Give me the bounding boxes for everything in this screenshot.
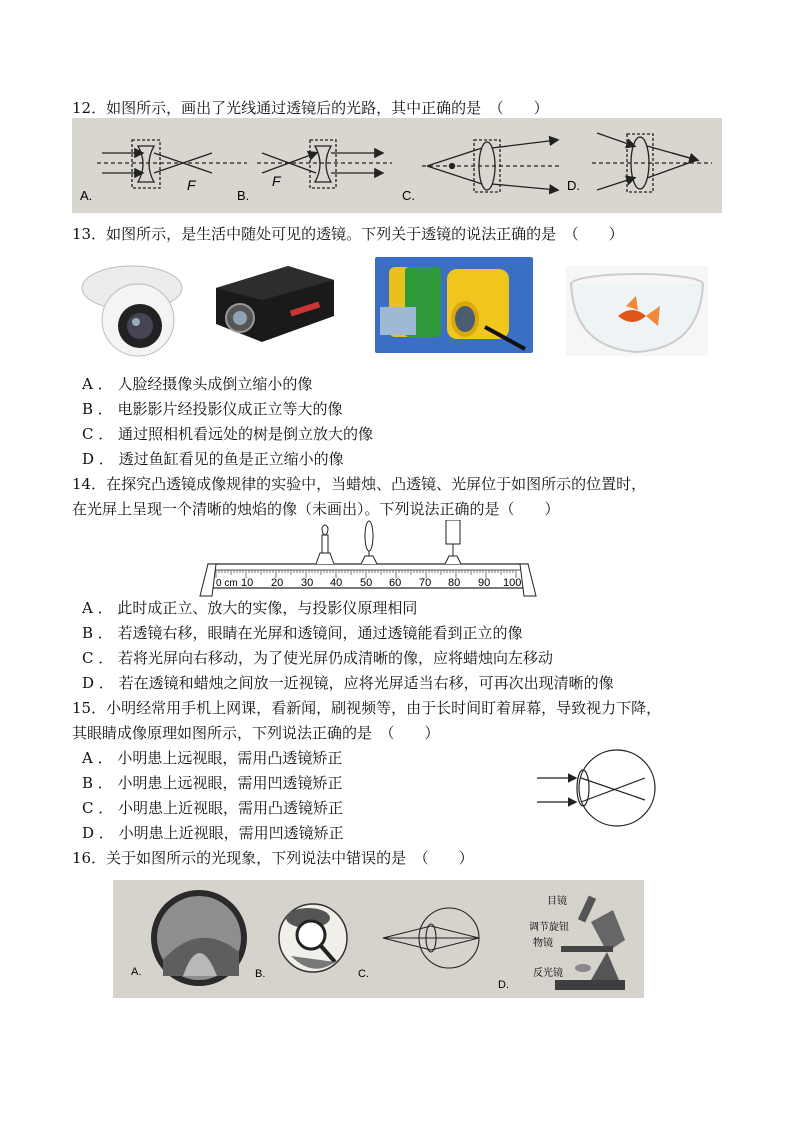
candle <box>316 525 334 564</box>
ruler-label-20: 20 <box>271 577 284 589</box>
q14-option-c[interactable]: C ． 若将光屏向右移动，为了使光屏仍成清晰的像，应将蜡烛向左移动 <box>82 649 554 667</box>
q13-option-b[interactable]: B ． 电影影片经投影仪成正立等大的像 <box>82 400 343 418</box>
ruler-label-80: 80 <box>448 577 461 589</box>
q12-figure <box>72 118 722 213</box>
q15-option-d[interactable]: D ． 小明患上近视眼，需用凹透镜矫正 <box>82 824 344 842</box>
ruler-label-90: 90 <box>478 577 491 589</box>
q12-focus-a: F <box>187 177 196 193</box>
ruler-label-40: 40 <box>330 577 343 589</box>
eye-diagram <box>535 748 660 830</box>
microscope-label-mirror: 反光镜 <box>533 968 563 979</box>
ruler-label-0: 0 cm <box>216 578 238 589</box>
microscope-label-knob: 调节旋钮 <box>529 922 569 933</box>
ruler-label-50: 50 <box>360 577 373 589</box>
convex-lens <box>361 521 377 564</box>
ruler-label-30: 30 <box>301 577 314 589</box>
q16-label-c: C. <box>358 968 369 980</box>
q16-image-a <box>151 890 247 986</box>
q15-option-c[interactable]: C ． 小明患上近视眼，需用凸透镜矫正 <box>82 799 344 817</box>
q14-stem-line2: 在光屏上呈现一个清晰的烛焰的像（未画出）。下列说法正确的是（ ） <box>72 500 560 518</box>
q12-focus-b: F <box>272 173 281 189</box>
q16-label-d: D. <box>498 979 509 991</box>
q15-stem-line1: 15．小明经常用手机上网课，看新闻，刷视频等，由于长时间盯着屏幕，导致视力下降， <box>72 699 662 717</box>
light-screen <box>445 520 461 564</box>
q12-label-b: B. <box>237 188 250 203</box>
ruler-label-70: 70 <box>419 577 432 589</box>
q13-option-a[interactable]: A ． 人脸经摄像头成倒立缩小的像 <box>82 375 313 393</box>
ruler-label-100: 100 <box>503 577 522 589</box>
optical-bench-figure <box>190 520 550 598</box>
q14-option-d[interactable]: D ． 若在透镜和蜡烛之间放一近视镜，应将光屏适当右移，可再次出现清晰的像 <box>82 674 614 692</box>
q15-option-a[interactable]: A ． 小明患上远视眼，需用凸透镜矫正 <box>82 749 343 767</box>
q12-label-a: A. <box>80 188 93 203</box>
q16-label-a: A. <box>131 966 142 978</box>
q14-stem-line1: 14．在探究凸透镜成像规律的实验中，当蜡烛、凸透镜、光屏位于如图所示的位置时， <box>72 475 647 493</box>
lens-tubes-image <box>375 257 533 353</box>
security-camera-image <box>78 258 184 358</box>
ruler-label-10: 10 <box>241 577 254 589</box>
q12-label-d: D. <box>567 178 580 193</box>
ruler-label-60: 60 <box>389 577 402 589</box>
q13-option-c[interactable]: C ． 通过照相机看远处的树是倒立放大的像 <box>82 425 374 443</box>
q13-option-d[interactable]: D ． 透过鱼缸看见的鱼是正立缩小的像 <box>82 450 344 468</box>
q15-stem-line2: 其眼睛成像原理如图所示，下列说法正确的是 （ ） <box>72 724 440 742</box>
q14-option-b[interactable]: B ． 若透镜右移，眼睛在光屏和透镜间，通过透镜能看到正立的像 <box>82 624 523 642</box>
microscope-label-objective: 物镜 <box>533 938 553 949</box>
q14-option-a[interactable]: A ． 此时成正立、放大的实像，与投影仪原理相同 <box>82 599 418 617</box>
microscope-label-eyepiece: 目镜 <box>547 896 567 907</box>
q15-option-b[interactable]: B ． 小明患上远视眼，需用凹透镜矫正 <box>82 774 343 792</box>
fish-bowl-image <box>566 266 708 356</box>
q16-figure <box>113 880 644 998</box>
q12-label-c: C. <box>402 188 415 203</box>
q16-image-b <box>279 904 347 972</box>
q12-stem: 12．如图所示，画出了光线通过透镜后的光路，其中正确的是 （ ） <box>72 99 549 117</box>
q16-stem: 16．关于如图所示的光现象，下列说法中错误的是 （ ） <box>72 849 474 867</box>
q13-stem: 13．如图所示，是生活中随处可见的透镜。下列关于透镜的说法正确的是 （ ） <box>72 225 624 243</box>
projector-image <box>210 258 340 348</box>
q16-label-b: B. <box>255 968 266 980</box>
